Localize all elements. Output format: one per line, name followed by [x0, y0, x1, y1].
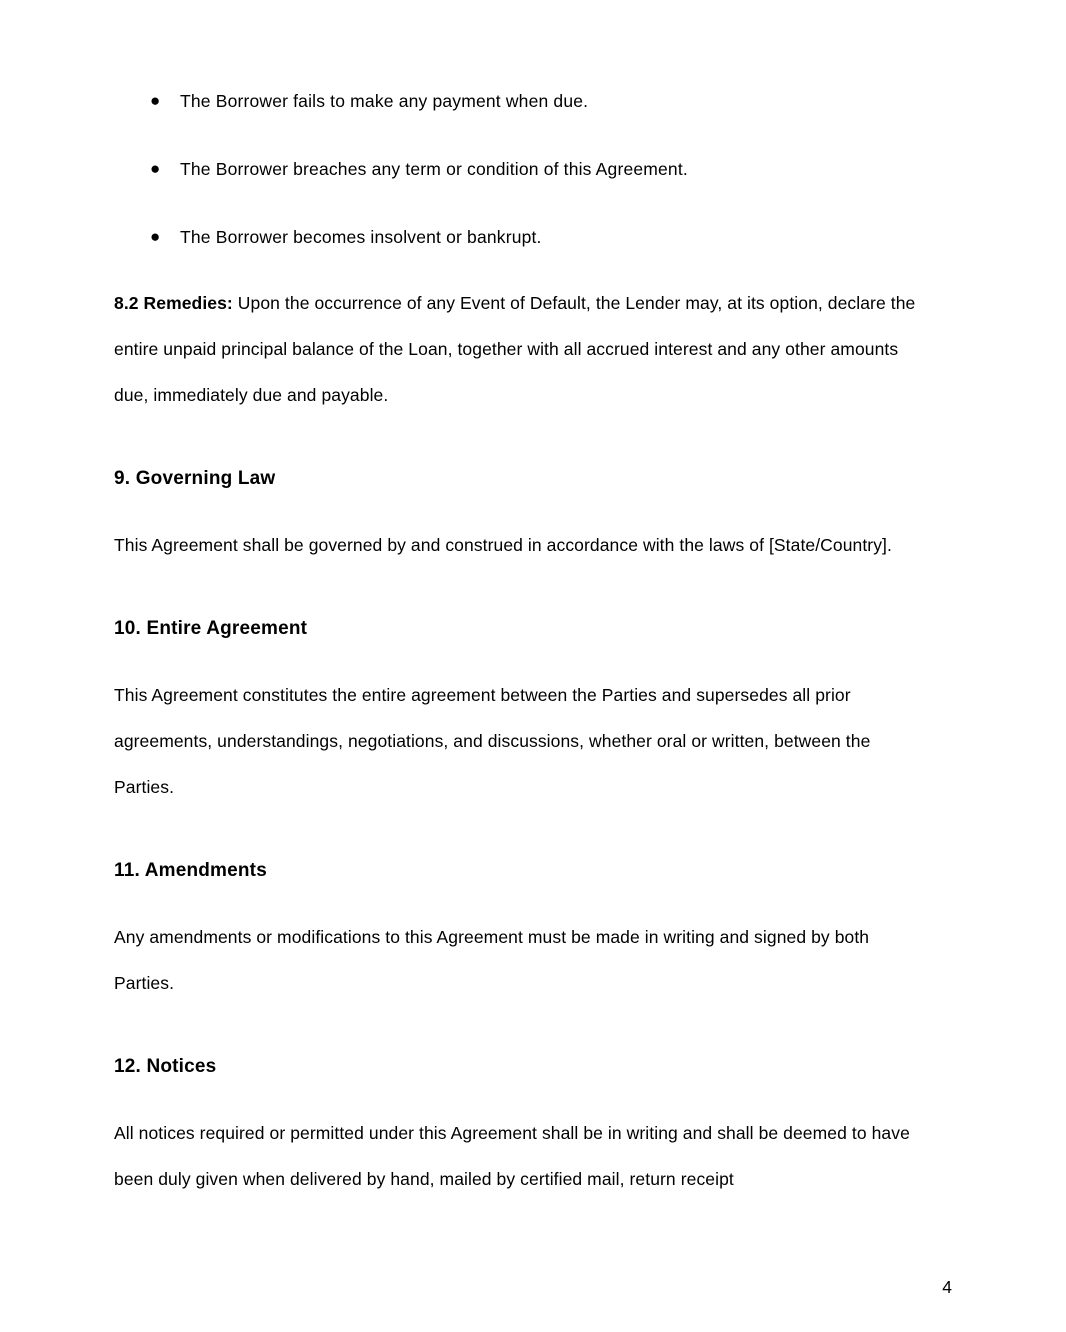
list-item-text: The Borrower becomes insolvent or bankrupt. [180, 227, 542, 247]
spacer [114, 418, 932, 456]
list-item [114, 78, 932, 124]
spacer [114, 1006, 932, 1044]
default-events-list [114, 78, 932, 260]
list-item [114, 214, 932, 260]
section-11-body: Any amendments or modifications to this Agreement must be made in writing and signed by both Parties. [114, 927, 870, 993]
section-12-body: All notices required or permitted under this Agreement shall be in writing and shall be deemed to have been duly given when delivered by hand, mailed by certified mail, return receipt [114, 1123, 910, 1189]
list-item [114, 146, 932, 192]
bullet-icon: ● [150, 91, 161, 110]
section-12-heading: 12. Notices [114, 1056, 217, 1077]
clause-8-2-lead: 8.2 Remedies: [114, 293, 233, 313]
spacer [114, 502, 932, 522]
bullet-icon: ● [150, 227, 161, 246]
spacer [114, 810, 932, 848]
spacer [114, 652, 932, 672]
section-10-heading: 10. Entire Agreement [114, 618, 308, 639]
clause-8-2-remedies [114, 280, 932, 418]
spacer [114, 1090, 932, 1110]
spacer [114, 260, 932, 280]
section-9-body: This Agreement shall be governed by and construed in accordance with the laws of [State/Country]. [114, 535, 892, 555]
section-9-heading: 9. Governing Law [114, 468, 276, 489]
bullet-icon: ● [150, 159, 161, 178]
list-item-text: The Borrower breaches any term or condition of this Agreement. [180, 159, 688, 179]
page-number: 4 [942, 1277, 952, 1297]
spacer [114, 568, 932, 606]
list-item-text: The Borrower fails to make any payment when due. [180, 91, 589, 111]
spacer [114, 894, 932, 914]
section-10-body: This Agreement constitutes the entire agreement between the Parties and supersedes all prior agreements, understandings, negotiations, and discussions, whether oral or written, between the Parties. [114, 685, 871, 797]
clause-8-2-body: Upon the occurrence of any Event of Default, the Lender may, at its option, declare the entire unpaid principal balance of the Loan, together with all accrued interest and any other amounts due, immediately due and payable. [114, 293, 916, 405]
document-body [114, 78, 932, 1202]
section-11-heading: 11. Amendments [114, 860, 267, 881]
